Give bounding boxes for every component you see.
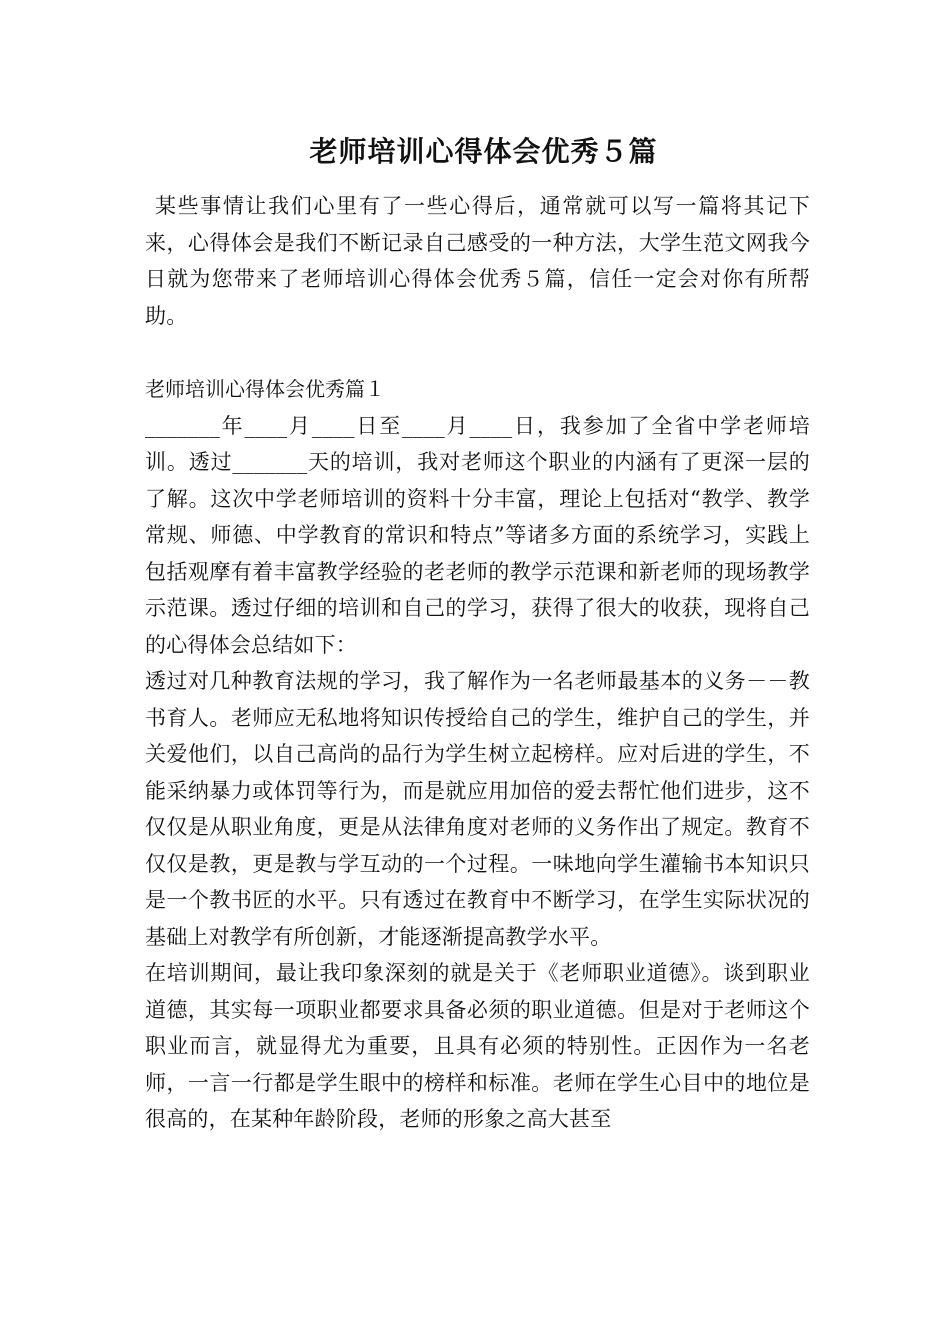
body-paragraph-2: 透过对几种教育法规的学习，我了解作为一名老师最基本的义务－－教书育人。老师应无私地将知识传授给自己的学生，维护自己的学生，并关爱他们，以自己高尚的品行为学生树立起榜样。应对后进的学生，不能采纳暴力或体罚等行为，而是就应用加倍的爱去帮忙他们进步，这不仅仅是从职业角度，更是从法律角度对老师的义务作出了规定。教育不仅仅是教，更是教与学互动的一个过程。一味地向学生灌输书本知识只是一个教书匠的水平。只有透过在教育中不断学习，在学生实际状况的基础上对教学有所创新，才能逐渐提高教学水平。 [145,669,810,949]
document-page [145,128,810,1138]
paragraph-spacer [145,334,810,371]
body-paragraph-3: 在培训期间，最让我印象深刻的就是关于《老师职业道德》。谈到职业道德，其实每一项职业都要求具备必须的职业道德。但是对于老师这个职业而言，就显得尤为重要，且具有必须的特别性。正因作为一名老师，一言一行都是学生眼中的榜样和标准。老师在学生心目中的地位是很高的，在某种年龄阶段，老师的形象之高大甚至 [145,961,810,1131]
body-paragraph-1: _______年____月____日至____月____日，我参加了全省中学老师培训。透过_______天的培训，我对老师这个职业的内涵有了更深一层的了解。这次中学老师培训的资料十分丰富，理论上包括对“教学、教学常规、师德、中学教育的常识和特点”等诸多方面的系统学习，实践上包括观摩有着丰富教学经验的老老师的教学示范课和新老师的现场教学示范课。透过仔细的培训和自己的学习，获得了很大的收获，现将自己的心得体会总结如下： [145,413,810,657]
section-heading: 老师培训心得体会优秀篇１ [145,377,385,401]
document-title: 老师培训心得体会优秀５篇 [309,135,658,168]
intro-paragraph: 某些事情让我们心里有了一些心得后，通常就可以写一篇将其记下来，心得体会是我们不断记录自己感受的一种方法，大学生范文网我今日就为您带来了老师培训心得体会优秀５篇，信任一定会对你有所帮助。 [145,194,810,328]
